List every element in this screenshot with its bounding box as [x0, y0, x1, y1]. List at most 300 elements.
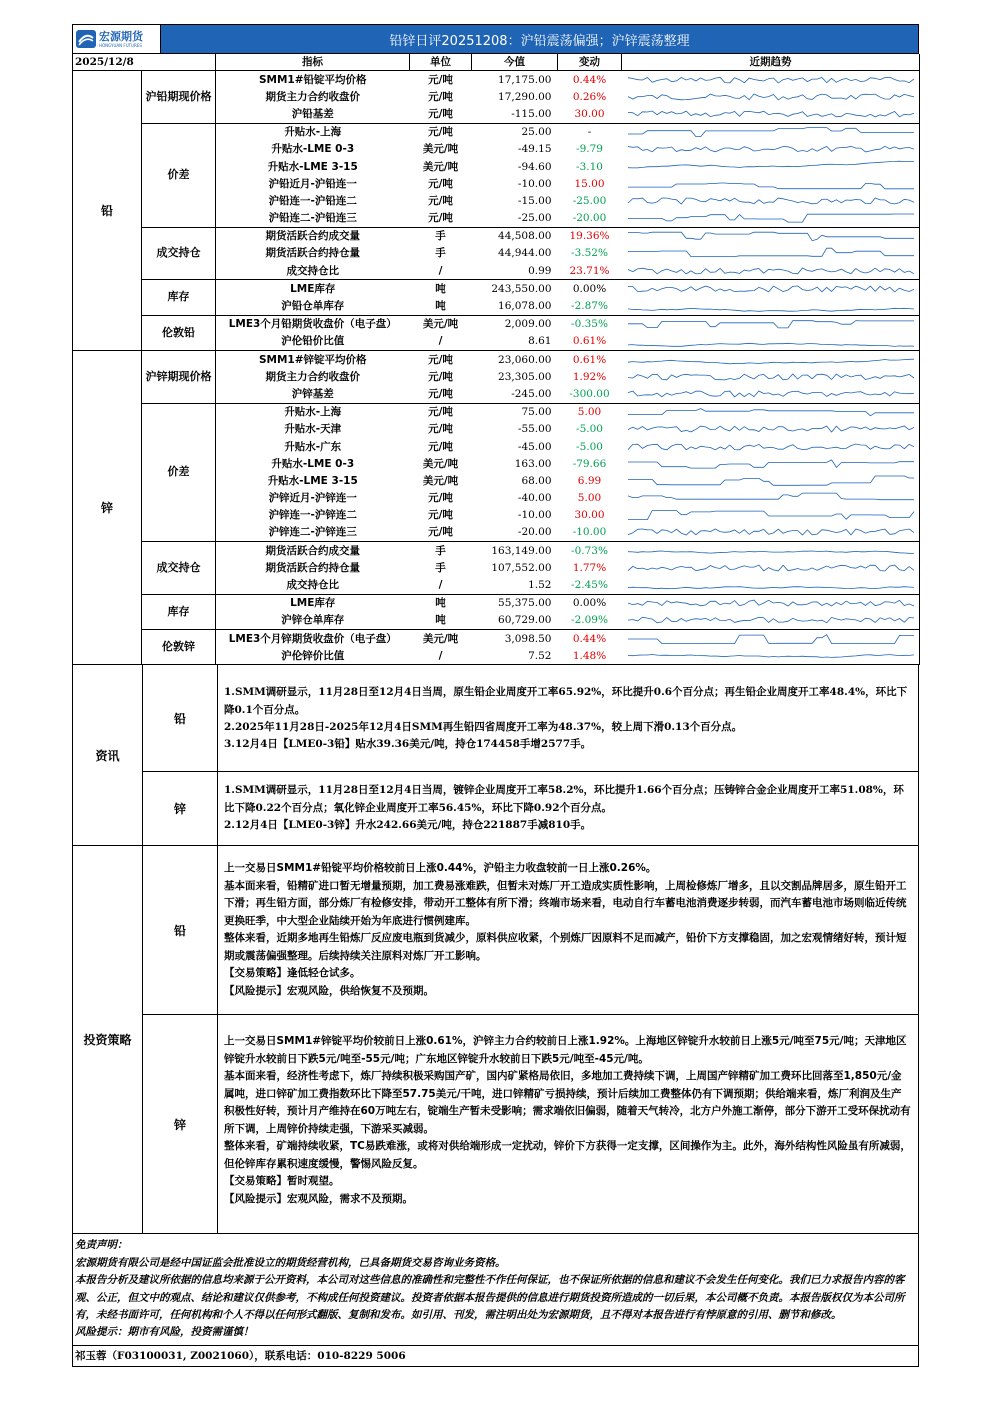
trend-sparkline [622, 404, 920, 420]
change-cell: 0.44% [572, 73, 607, 86]
trend-line [628, 94, 914, 100]
trend-line [628, 511, 914, 520]
trend-line [628, 565, 914, 571]
value-cell: -49.15 [517, 143, 552, 156]
trend-sparkline [622, 333, 920, 349]
indicator-cell: 沪铅近月-沪铅连一 [268, 177, 357, 190]
value-cell: 44,508.00 [498, 230, 552, 243]
change-cell: -79.66 [572, 457, 607, 470]
table-row [73, 594, 920, 612]
trend-sparkline [622, 595, 920, 611]
value-cell: -115.00 [472, 105, 558, 123]
indicator-cell: 沪锌连二-沪锌连三 [216, 524, 410, 542]
change-cell: 30.00 [574, 509, 605, 522]
change-cell: -3.10 [576, 160, 603, 173]
strategy-lead-line: 【风险提示】宏观风险，供给恢复不及预期。 [224, 984, 434, 997]
unit-cell: / [410, 333, 472, 351]
trend-cell [622, 175, 920, 192]
trend-cell [622, 245, 920, 262]
trend-sparkline [622, 263, 920, 279]
change-cell: -20.00 [558, 210, 622, 228]
trend-sparkline [622, 176, 920, 192]
report-header [72, 24, 919, 54]
trend-cell [622, 141, 920, 158]
trend-line [628, 493, 914, 500]
unit-cell: 元/吨 [428, 177, 453, 190]
unit-cell: 元/吨 [428, 90, 453, 103]
strategy-zinc-line: 基本面来看，经济性考虑下，炼厂持续积极采购国产矿，国内矿紧格局依旧，多地加工费持续下调，上周国产锌精矿加工费环比回落至1,850元/金属吨，进口锌矿加工费指数环比下降至57.75美元/干吨，进口锌精矿亏损持续，预计后续加工费整体仍有下调预期；供给端来看，炼厂利润及生产积极性好转，预计月产维持在60万吨左右，锭端生产暂未受影响；需求端依旧偏弱，随着天气转冷，北方户外施工渐停，部分下游开工受环保扰动有所下调，上周锌价持续走强，下游采买减弱。 [224, 1070, 911, 1135]
trend-sparkline [622, 72, 920, 88]
trend-cell [622, 227, 920, 245]
trend-cell [622, 507, 920, 524]
indicator-cell: LME库存 [290, 282, 336, 295]
change-cell: -5.00 [576, 423, 603, 436]
value-cell: 17,175.00 [498, 73, 552, 86]
change-cell: 6.99 [577, 474, 602, 487]
unit-cell: 美元/吨 [422, 318, 459, 331]
trend-sparkline [622, 543, 920, 559]
news-lead [143, 665, 918, 771]
trend-sparkline [622, 577, 920, 593]
unit-cell: 元/吨 [428, 423, 453, 436]
news-lead-line: 3.12月4日【LME0-3铅】贴水39.36美元/吨，持仓174458手增2577手。 [224, 738, 592, 751]
indicator-cell: SMM1#铅锭平均价格 [258, 73, 367, 86]
news-lead-label: 铅 [143, 665, 218, 771]
strategy-lead-line: 整体来看，近期多地再生铅炼厂反应废电瓶到货减少，原料供应收紧，个别炼厂因原料不足而减产，铅价下方支撑稳固，加之宏观情绪好转，预计短期或震荡偏强整理。后续持续关注原料对炼厂开工影响。 [224, 932, 907, 962]
trend-line [628, 529, 914, 535]
value-cell: 23,305.00 [498, 370, 552, 383]
change-cell: -2.45% [558, 576, 622, 594]
change-cell: -0.73% [571, 544, 608, 557]
strategy-lead [143, 846, 918, 1014]
strategy-zinc-label: 锌 [143, 1015, 218, 1233]
news-zinc-line: 2.12月4日【LME0-3锌】升水242.66美元/吨，持仓221887手减810手。 [224, 818, 592, 831]
indicator-cell: LME库存 [290, 597, 336, 610]
trend-line [628, 111, 914, 117]
table-row [73, 315, 920, 333]
trend-sparkline [622, 524, 920, 540]
col-unit: 单位 [410, 54, 472, 71]
table-row [73, 71, 920, 89]
trend-cell [622, 472, 920, 489]
change-cell: 1.48% [558, 647, 622, 665]
trend-line [628, 359, 914, 364]
value-cell: 25.00 [521, 126, 552, 139]
strategy-lead-line: 上一交易日SMM1#铅锭平均价格较前日上涨0.44%，沪铅主力收盘较前一日上涨0.26%。 [224, 862, 657, 875]
indicator-cell: LME3个月锌期货收盘价（电子盘） [228, 632, 397, 645]
indicator-cell: 升贴水-上海 [284, 406, 342, 419]
trend-line [628, 286, 914, 292]
value-cell: -25.00 [472, 210, 558, 228]
trend-sparkline [622, 210, 920, 226]
indicator-cell: 沪铅仓单库存 [216, 297, 410, 315]
trend-line [628, 77, 914, 83]
group-label: 库存 [142, 594, 216, 629]
trend-sparkline [622, 89, 920, 105]
group-label: 伦敦锌 [142, 630, 216, 665]
section-label: 铅 [73, 71, 142, 351]
table-row [73, 403, 920, 421]
unit-cell: 美元/吨 [422, 632, 459, 645]
change-cell: -300.00 [558, 385, 622, 403]
trend-line [628, 426, 914, 432]
trend-cell [622, 455, 920, 472]
trend-cell [622, 368, 920, 385]
indicator-cell: 沪伦锌价比值 [216, 647, 410, 665]
table-row [73, 123, 920, 141]
group-label: 库存 [142, 280, 216, 315]
change-cell: 0.44% [572, 632, 607, 645]
trend-line [628, 344, 914, 347]
strategy-zinc-line: 上一交易日SMM1#锌锭平均价较前日上涨0.61%，沪锌主力合约较前日上涨1.92%。上海地区锌锭升水较前日上涨5元/吨至75元/吨；天津地区锌锭升水较前日下跌5元/吨至-55元/吨；广东地区锌锭升水较前日下跌5元/吨至-45元/吨。 [224, 1035, 907, 1065]
indicator-cell: 期货活跃合约成交量 [265, 230, 360, 243]
trend-sparkline [622, 421, 920, 437]
table-header-row [73, 54, 920, 71]
value-cell: -94.60 [517, 160, 552, 173]
analyst-contact: 祁玉蓉（F03100031, Z0021060），联系电话：010-8229 5006 [72, 1346, 919, 1367]
value-cell: 163,149.00 [491, 544, 552, 557]
trend-cell [622, 594, 920, 612]
group-label: 沪铅期现价格 [142, 71, 216, 124]
trend-sparkline [622, 369, 920, 385]
trend-line [628, 460, 914, 468]
trend-cell [622, 559, 920, 576]
change-cell: 19.36% [569, 230, 610, 243]
indicator-cell: 升贴水-LME 0-3 [271, 143, 355, 156]
unit-cell: 元/吨 [428, 194, 453, 207]
unit-cell: 元/吨 [428, 370, 453, 383]
strategy-label: 投资策略 [73, 846, 143, 1233]
trend-cell [622, 524, 920, 542]
group-label: 成交持仓 [142, 227, 216, 280]
unit-cell: 元/吨 [410, 385, 472, 403]
unit-cell: 吨 [435, 282, 446, 295]
trend-line [628, 600, 914, 606]
news-lead-line: 2.2025年11月28日-2025年12月4日SMM再生铅四省周度开工率为48.37%，较上周下滑0.13个百分点。 [224, 720, 743, 733]
group-label: 价差 [142, 403, 216, 542]
change-cell: -2.87% [558, 297, 622, 315]
table-row [73, 630, 920, 648]
trend-line [628, 308, 914, 311]
trend-line [628, 147, 914, 153]
value-cell: -10.00 [517, 509, 552, 522]
change-cell: 0.26% [572, 90, 607, 103]
trend-cell [622, 88, 920, 105]
value-cell: -15.00 [517, 194, 552, 207]
trend-line [628, 161, 914, 168]
unit-cell: 元/吨 [410, 524, 472, 542]
indicator-cell: 沪锌近月-沪锌连一 [268, 492, 357, 505]
change-cell: -10.00 [558, 524, 622, 542]
trend-cell [622, 158, 920, 175]
trend-cell [622, 403, 920, 421]
unit-cell: 元/吨 [410, 210, 472, 228]
indicator-cell: 升贴水-LME 0-3 [271, 457, 355, 470]
trend-cell [622, 280, 920, 298]
group-label: 成交持仓 [142, 542, 216, 595]
disclaimer-line: 宏源期货有限公司是经中国证监会批准设立的期货经营机构，已具备期货交易咨询业务资格。 [75, 1256, 506, 1269]
section-label: 锌 [73, 351, 142, 665]
trend-cell [622, 630, 920, 648]
unit-cell: 吨 [410, 297, 472, 315]
indicator-cell: 沪铅连一-沪铅连二 [268, 194, 357, 207]
trend-cell [622, 542, 920, 560]
change-cell: 0.61% [558, 333, 622, 351]
value-cell: -40.00 [517, 492, 552, 505]
trend-sparkline [622, 298, 920, 314]
value-cell: 60,729.00 [472, 612, 558, 630]
unit-cell: 元/吨 [428, 73, 453, 86]
trend-sparkline [622, 281, 920, 297]
value-cell: 55,375.00 [498, 597, 552, 610]
indicator-cell: 升贴水-天津 [284, 423, 342, 436]
disclaimer-title: 免责声明： [75, 1239, 128, 1252]
trend-cell [622, 351, 920, 369]
value-cell: 16,078.00 [472, 297, 558, 315]
trend-sparkline [622, 490, 920, 506]
trend-cell [622, 262, 920, 280]
unit-cell: / [410, 647, 472, 665]
change-cell: - [587, 126, 592, 139]
logo-cn: 宏源期货 [99, 29, 143, 43]
unit-cell: 手 [435, 544, 446, 557]
trend-cell [622, 210, 920, 228]
change-cell: 5.00 [577, 492, 602, 505]
unit-cell: 元/吨 [428, 353, 453, 366]
disclaimer-line: 本报告分析及建议所依据的信息均来源于公开资料，本公司对这些信息的准确性和完整性不作任何保证，也不保证所依据的信息和建议不会发生任何变化。我们已力求报告内容的客观、公正，但文中的观点、结论和建议仅供参考，不构成任何投资建议。投资者依据本报告提供的信息进行期货投资所造成的一切后果，本公司概不负责。本报告版权仅为本公司所有，未经书面许可，任何机构和个人不得以任何形式翻版、复制和发布。如引用、刊发，需注明出处为宏源期货，且不得对本报告进行有悖原意的引用、删节和修改。 [75, 1274, 905, 1321]
indicator-cell: 升贴水-上海 [284, 126, 342, 139]
trend-sparkline [622, 507, 920, 523]
trend-cell [622, 123, 920, 141]
value-cell: 7.52 [472, 647, 558, 665]
indicator-cell: 成交持仓比 [216, 262, 410, 280]
col-value: 今值 [472, 54, 558, 71]
value-cell: 2,009.00 [504, 318, 552, 331]
value-cell: -45.00 [517, 440, 552, 453]
strategy-lead-label: 铅 [143, 846, 218, 1014]
trend-cell [622, 105, 920, 123]
table-row [73, 351, 920, 369]
change-cell: -5.00 [576, 440, 603, 453]
trend-cell [622, 333, 920, 351]
indicator-cell: 沪锌仓单库存 [216, 612, 410, 630]
trend-line [628, 618, 914, 624]
trend-cell [622, 192, 920, 209]
trend-sparkline [622, 560, 920, 576]
col-indicator: 指标 [216, 54, 410, 71]
trend-line [628, 232, 914, 241]
trend-line [628, 268, 914, 274]
value-cell: 23,060.00 [498, 353, 552, 366]
disclaimer [72, 1234, 919, 1345]
report-title: 铅锌日评20251208：沪铅震荡偏强；沪锌震荡整理 [389, 33, 690, 49]
unit-cell: 美元/吨 [422, 143, 459, 156]
unit-cell: 手 [435, 230, 446, 243]
indicator-cell: 期货活跃合约成交量 [265, 544, 360, 557]
unit-cell: 美元/吨 [422, 474, 459, 487]
news-lead-line: 1.SMM调研显示，11月28日至12月4日当周，原生铅企业周度开工率65.92%，环比提升0.6个百分点；再生铅企业周度开工率48.4%，环比下降0.1个百分点。 [224, 686, 908, 716]
change-cell: 0.00% [572, 597, 607, 610]
trend-cell [622, 385, 920, 403]
table-row [73, 280, 920, 298]
trend-line [628, 321, 914, 328]
strategy-zinc [143, 1014, 918, 1233]
trend-line [628, 654, 914, 657]
strategy-zinc-line: 【交易策略】暂时观望。 [224, 1175, 340, 1188]
trend-line [628, 476, 914, 485]
trend-cell [622, 612, 920, 630]
indicator-cell: 升贴水-广东 [284, 440, 342, 453]
trend-sparkline [622, 631, 920, 647]
change-cell: 1.77% [572, 561, 607, 574]
unit-cell: 元/吨 [428, 406, 453, 419]
value-cell: 1.52 [472, 576, 558, 594]
trend-cell [622, 421, 920, 438]
trend-line [628, 183, 914, 189]
trend-cell [622, 315, 920, 333]
trend-sparkline [622, 612, 920, 628]
indicator-cell: 升贴水-LME 3-15 [267, 474, 358, 487]
change-cell: 1.92% [572, 370, 607, 383]
indicator-cell: 期货活跃合约持仓量 [265, 247, 360, 260]
trend-sparkline [622, 386, 920, 402]
group-label: 价差 [142, 123, 216, 227]
trend-line [628, 551, 914, 553]
news-zinc-label: 锌 [143, 772, 218, 845]
value-cell: 17,290.00 [498, 90, 552, 103]
change-cell: -3.52% [571, 247, 608, 260]
trend-line [628, 249, 914, 257]
change-cell: -2.09% [558, 612, 622, 630]
value-cell: 75.00 [521, 406, 552, 419]
trend-line [628, 634, 914, 643]
trend-sparkline [622, 316, 920, 332]
news-section [72, 665, 919, 846]
trend-sparkline [622, 228, 920, 244]
indicator-cell: SMM1#锌锭平均价格 [258, 353, 367, 366]
change-cell: 0.00% [572, 282, 607, 295]
value-cell: 68.00 [521, 474, 552, 487]
indicator-cell: 沪锌连一-沪锌连二 [268, 509, 357, 522]
indicator-cell: LME3个月铅期货收盘价（电子盘） [228, 318, 397, 331]
unit-cell: 元/吨 [428, 509, 453, 522]
logo-en: HONGYUAN FUTURES [99, 42, 142, 48]
strategy-lead-line: 基本面来看，铅精矿进口暂无增量预期，加工费易涨难跌，但暂未对炼厂开工造成实质性影响，上周检修炼厂增多，且以交割品牌居多，原生铅开工下滑；再生铅方面，部分炼厂有检修安排，带动开工整体有所下滑；终端市场来看，电动自行车蓄电池消费逐步转弱，而汽车蓄电池市场则临近传统更换旺季，中大型企业陆续开始为年底进行惯例建库。 [224, 879, 907, 927]
trend-sparkline [622, 439, 920, 455]
unit-cell: 手 [435, 247, 446, 260]
trend-line [628, 198, 914, 204]
trend-sparkline [622, 473, 920, 489]
trend-cell [622, 71, 920, 89]
change-cell: 30.00 [558, 105, 622, 123]
unit-cell: 吨 [410, 612, 472, 630]
trend-sparkline [622, 245, 920, 261]
value-cell: 44,944.00 [498, 247, 552, 260]
strategy-zinc-line: 整体来看，矿端持续收紧，TC易跌难涨，或将对供给端形成一定扰动，锌价下方获得一定支撑，区间操作为主。此外，海外结构性风险虽有所减弱，但伦锌库存累积速度缓慢，警惕风险反复。 [224, 1140, 911, 1170]
disclaimer-line: 风险提示：期市有风险，投资需谨慎！ [75, 1326, 254, 1339]
indicator-cell: 成交持仓比 [216, 576, 410, 594]
unit-cell: 元/吨 [428, 440, 453, 453]
table-row [73, 542, 920, 560]
value-cell: 8.61 [472, 333, 558, 351]
value-cell: -55.00 [517, 423, 552, 436]
trend-cell [622, 576, 920, 594]
value-cell: 107,552.00 [491, 561, 552, 574]
trend-sparkline [622, 352, 920, 368]
trend-line [628, 409, 914, 416]
unit-cell: 手 [435, 561, 446, 574]
value-cell: 3,098.50 [504, 632, 552, 645]
trend-line [628, 128, 914, 137]
change-cell: 5.00 [577, 406, 602, 419]
trend-cell [622, 438, 920, 455]
group-label: 沪锌期现价格 [142, 351, 216, 404]
strategy-lead-line: 【交易策略】逢低轻仓试多。 [224, 967, 361, 980]
trend-line [628, 587, 914, 589]
trend-line [628, 444, 914, 450]
trend-cell [622, 490, 920, 507]
company-logo [73, 25, 161, 53]
table-row [73, 227, 920, 245]
unit-cell: / [410, 262, 472, 280]
trend-sparkline [622, 159, 920, 175]
trend-line [628, 391, 914, 397]
change-cell: 15.00 [574, 177, 605, 190]
trend-sparkline [622, 648, 920, 664]
indicator-cell: 期货主力合约收盘价 [265, 90, 360, 103]
unit-cell: 美元/吨 [422, 160, 459, 173]
unit-cell: 美元/吨 [422, 457, 459, 470]
news-label: 资讯 [73, 665, 143, 845]
value-cell: 243,550.00 [491, 282, 552, 295]
unit-cell: 元/吨 [410, 105, 472, 123]
unit-cell: 元/吨 [428, 126, 453, 139]
col-trend: 近期趋势 [622, 54, 920, 71]
value-cell: -10.00 [517, 177, 552, 190]
change-cell: -0.35% [571, 318, 608, 331]
trend-sparkline [622, 106, 920, 122]
change-cell: 0.61% [572, 353, 607, 366]
trend-cell [622, 647, 920, 665]
trend-line [628, 374, 914, 380]
news-zinc-line: 1.SMM调研显示，11月28日至12月4日当周，镀锌企业周度开工率58.2%，环比提升1.66个百分点；压铸锌合金企业周度开工率51.08%，环比下降0.22个百分点；氧化锌企业周度开工率56.45%，环比下降0.92个百分点。 [224, 784, 904, 814]
value-cell: 163.00 [514, 457, 552, 470]
unit-cell: 元/吨 [428, 492, 453, 505]
strategy-zinc-line: 【风险提示】宏观风险，需求不及预期。 [224, 1192, 413, 1205]
change-cell: 23.71% [558, 262, 622, 280]
change-cell: -9.79 [576, 143, 603, 156]
trend-line [628, 214, 914, 222]
report-date: 2025/12/8 [73, 54, 216, 71]
news-zinc [143, 771, 918, 845]
indicator-cell: 升贴水-LME 3-15 [267, 160, 358, 173]
indicator-cell: 沪锌基差 [216, 385, 410, 403]
trend-sparkline [622, 141, 920, 157]
data-table [72, 54, 920, 665]
trend-sparkline [622, 456, 920, 472]
logo-icon [76, 30, 96, 48]
change-cell: -25.00 [572, 194, 607, 207]
unit-cell: / [410, 576, 472, 594]
trend-sparkline [622, 193, 920, 209]
indicator-cell: 沪伦铅价比值 [216, 333, 410, 351]
value-cell: 0.99 [472, 262, 558, 280]
unit-cell: 吨 [435, 597, 446, 610]
trend-cell [622, 297, 920, 315]
group-label: 伦敦铅 [142, 315, 216, 350]
indicator-cell: 期货主力合约收盘价 [265, 370, 360, 383]
strategy-section [72, 846, 919, 1234]
